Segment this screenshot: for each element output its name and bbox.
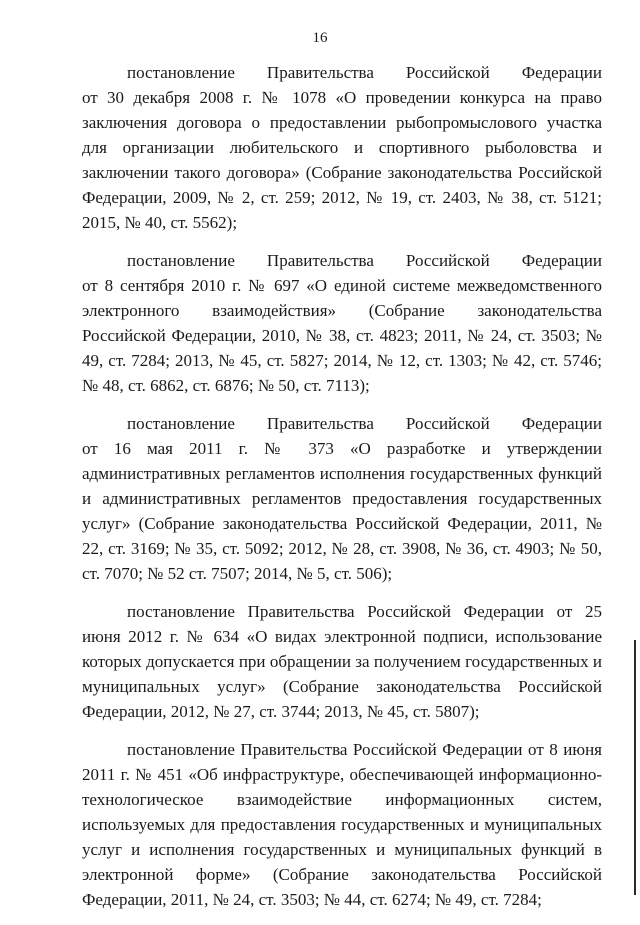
paragraph-1-heading	[82, 60, 602, 85]
heading-word: Российской	[405, 414, 490, 433]
heading-word: Российской	[405, 251, 490, 270]
paragraph-1-text: от 30 декабря 2008 г. № 1078 «О проведении конкурса на право заключения договора о предоставлении рыбопромыслового участка для организации любительского и спортивного рыболовства и заключении такого договора» (Собрание законодательства Российской Федерации, 2009, № 2, ст. 259; 2012, № 19, ст. 2403, № 38, ст. 5121; 2015, № 40, ст. 5562);	[82, 88, 602, 232]
heading-word: Российской	[405, 63, 490, 82]
paragraph-2-text: от 8 сентября 2010 г. № 697 «О единой системе межведомственного электронного взаимодействия» (Собрание законодательства Российской Федерации, 2010, № 38, ст. 4823; 2011, № 24, ст. 3503; № 49, ст. 7284; 2013, № 45, ст. 5827; 2014, № 12, ст. 1303; № 42, ст. 5746; № 48, ст. 6862, ст. 6876; № 50, ст. 7113);	[82, 276, 602, 395]
paragraph-4: постановление Правительства Российской Федерации от 25 июня 2012 г. № 634 «О видах электронной подписи, использование которых допускается при обращении за получением государственных и муниципальных услуг» (Собрание законодательства Российской Федерации, 2012, № 27, ст. 3744; 2013, № 45, ст. 5807);	[82, 602, 602, 721]
heading-word: Федерации	[521, 63, 602, 82]
paragraph-5: постановление Правительства Российской Федерации от 8 июня 2011 г. № 451 «Об инфраструктуре, обеспечивающей информационно-технологическое взаимодействие информационных систем, используемых для предоставления государственных и муниципальных услуг и исполнения государственных и муниципальных функций в электронной форме» (Собрание законодательства Российской Федерации, 2011, № 24, ст. 3503; № 44, ст. 6274; № 49, ст. 7284;	[82, 740, 602, 909]
heading-word: Правительства	[266, 251, 374, 270]
paragraph-2-heading	[82, 248, 602, 273]
heading-word: постановление	[127, 63, 235, 82]
heading-word: Правительства	[266, 63, 374, 82]
heading-word: постановление	[127, 414, 235, 433]
paragraph-2	[82, 248, 602, 398]
heading-word: Федерации	[521, 251, 602, 270]
heading-word: постановление	[127, 251, 235, 270]
heading-word: Федерации	[521, 414, 602, 433]
page-number: 16	[312, 30, 328, 46]
paragraph-3-text: от 16 мая 2011 г. № 373 «О разработке и утверждении административных регламентов исполнения государственных функций и административных регламентов предоставления государственных услуг» (Собрание законодательства Российской Федерации, 2011, № 22, ст. 3169; № 35, ст. 5092; 2012, № 28, ст. 3908, № 36, ст. 4903; № 50, ст. 7070; № 52 ст. 7507; 2014, № 5, ст. 506);	[82, 439, 602, 583]
paragraph-3-heading	[82, 411, 602, 436]
paragraph-1	[82, 60, 602, 235]
scan-edge-line	[634, 640, 636, 895]
paragraph-3	[82, 411, 602, 586]
heading-word: Правительства	[266, 414, 374, 433]
document-body	[82, 60, 602, 925]
